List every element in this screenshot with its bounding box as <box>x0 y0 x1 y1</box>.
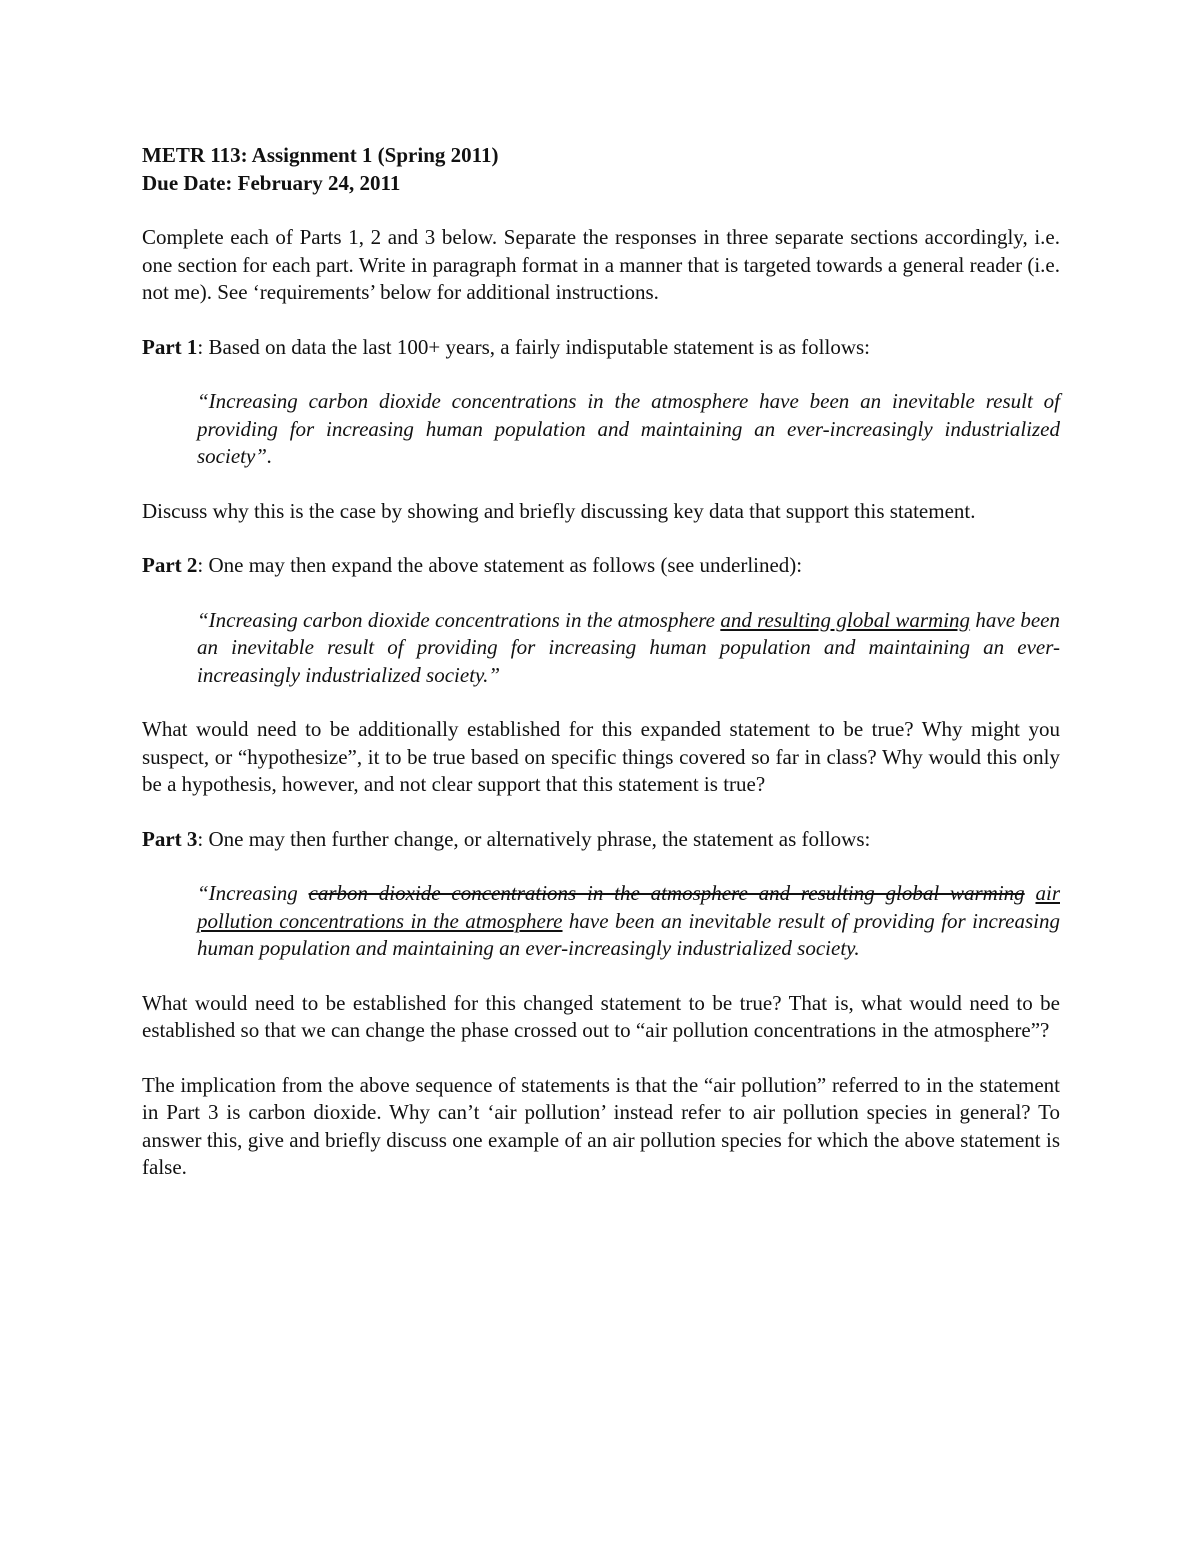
part3-label: Part 3 <box>142 826 198 851</box>
part2-quote-start: “Increasing carbon dioxide concentrations in the atmosphere <box>197 607 721 632</box>
part1-intro-text: : Based on data the last 100+ years, a fairly indisputable statement is as follows: <box>197 334 871 359</box>
part1-quote: “Increasing carbon dioxide concentrations in the atmosphere have been an inevitable result of providing for increasing human population and maintaining an ever-increasingly industrialized society”. <box>197 389 1060 468</box>
part2-question: What would need to be additionally established for this expanded statement to be true? Why might you suspect, or “hypothesize”, it to be true based on specific things covered so far in class? Why would this only be a hypothesis, however, and not clear support that this statement is true? <box>142 717 1060 796</box>
part2-label: Part 2 <box>142 553 198 577</box>
part1-label: Part 1 <box>142 334 198 359</box>
part3-quote-end: have been an inevitable result of providing for increasing human population and maintaining an ever-increasingly industrialized society. <box>197 908 1060 960</box>
part3-intro <box>142 826 1060 854</box>
intro-paragraph: Complete each of Parts 1, 2 and 3 below. Separate the responses in three separate sections accordingly, i.e. one section for each part. Write in paragraph format in a manner that is targeted towards a general reader (i.e. not me). See ‘requirements’ below for additional instructions. <box>142 225 1060 304</box>
closing-paragraph: The implication from the above sequence of statements is that the “air pollution” referred to in the statement in Part 3 is carbon dioxide. Why can’t ‘air pollution’ instead refer to air pollution species in general? To answer this, give and briefly discuss one example of an air pollution species for which the above statement is false. <box>142 1072 1060 1179</box>
part3-question: What would need to be established for this changed statement to be true? That is, what would need to be established so that we can change the phase crossed out to “air pollution concentrations in the atmosphere”? <box>142 990 1060 1042</box>
document-page <box>142 142 1060 1182</box>
part2-intro <box>142 552 1060 580</box>
part2-quote-end: have been an inevitable result of providing for increasing human population and maintaining an ever-increasingly industrialized society.” <box>197 607 1060 687</box>
part3-quote-start: “Increasing <box>197 881 309 905</box>
part3-quote-underlined: air pollution concentrations in the atmosphere <box>197 881 1060 933</box>
part3-quote-struck: carbon dioxide concentrations in the atmosphere and resulting global warming <box>308 881 1025 905</box>
part2-quote <box>197 607 1060 690</box>
part3-quote <box>197 880 1060 963</box>
part1-intro <box>142 334 1060 362</box>
part2-intro-text: : One may then expand the above statement as follows (see underlined): <box>197 553 803 577</box>
document-title: METR 113: Assignment 1 (Spring 2011) <box>142 143 499 167</box>
part2-quote-underlined: and resulting global warming <box>720 607 971 632</box>
due-date: Due Date: February 24, 2011 <box>142 170 401 195</box>
part1-question: Discuss why this is the case by showing and briefly discussing key data that support this statement. <box>142 498 976 523</box>
part3-intro-text: : One may then further change, or alternatively phrase, the statement as follows: <box>197 826 871 851</box>
